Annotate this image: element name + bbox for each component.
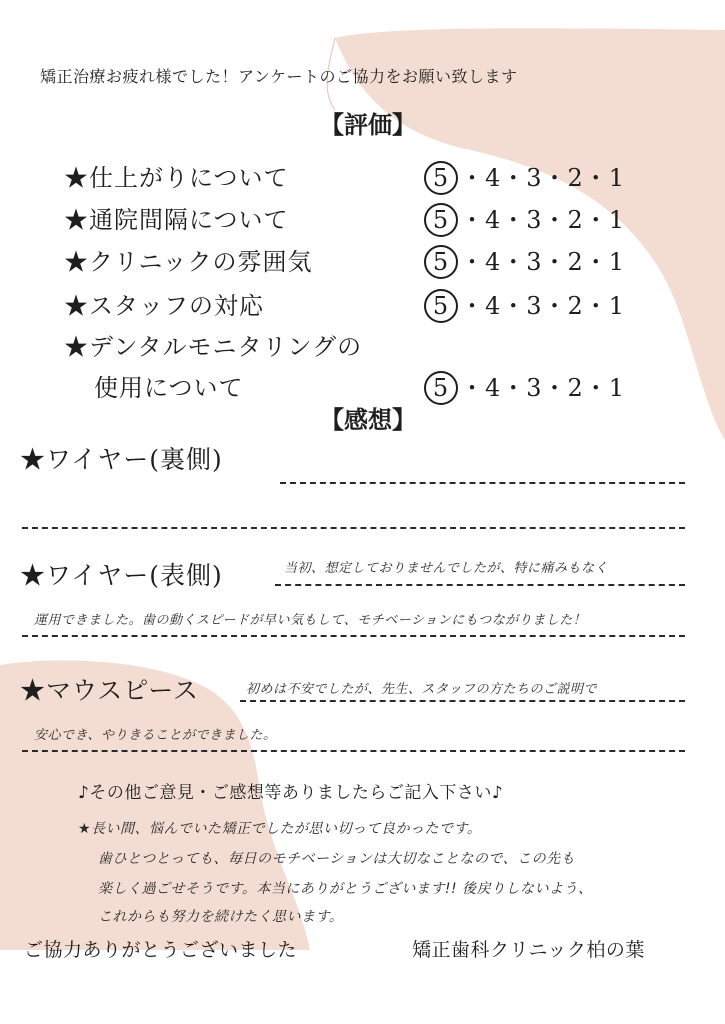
eval-label-dental-monitoring-line2: 使用について — [94, 374, 244, 402]
selected-score: 5 — [424, 289, 458, 323]
other-comment-line-1: ★長い間、悩んでいた矯正でしたが思い切って良かったです。 — [78, 821, 482, 837]
evaluation-header: 【評価】 — [320, 110, 416, 139]
selected-score: 5 — [424, 371, 458, 405]
mouthpiece-label: ★マウスピース — [20, 676, 200, 705]
other-scores: ・4・3・2・1 — [460, 206, 626, 234]
wire-front-answer-line-2: 運用できました。歯の動くスピードが早い気もして、モチベーションにもつながりました！ — [34, 613, 587, 628]
selected-score: 5 — [424, 245, 458, 279]
mouthpiece-answer-line-1: 初めは不安でしたが、先生、スタッフの方たちのご説明で — [246, 682, 598, 697]
eval-rating-clinic-atmosphere — [424, 242, 625, 279]
wire-back-label: ★ワイヤー(裏側) — [20, 445, 223, 474]
other-scores: ・4・3・2・1 — [460, 292, 626, 320]
eval-label-clinic-atmosphere: ★クリニックの雰囲気 — [64, 248, 313, 276]
wire-front-answer-rule-2 — [22, 635, 685, 637]
eval-label-finish: ★仕上がりについて — [64, 164, 289, 192]
other-scores: ・4・3・2・1 — [460, 164, 626, 192]
eval-label-visit-interval: ★通院間隔について — [64, 206, 289, 234]
other-comment-line-2: 歯ひとつとっても、毎日のモチベーションは大切なことなので、この先も — [98, 851, 576, 867]
eval-label-staff: ★スタッフの対応 — [64, 292, 264, 320]
eval-rating-staff — [424, 286, 625, 323]
eval-label-dental-monitoring: ★デンタルモニタリングの — [64, 333, 363, 361]
wire-back-answer-line-2 — [22, 527, 685, 529]
eval-rating-visit-interval — [424, 200, 625, 237]
mouthpiece-answer-rule-1 — [240, 700, 685, 702]
other-comment-line-4: これからも努力を続けたく思います。 — [98, 909, 344, 925]
selected-score: 5 — [424, 161, 458, 195]
wire-back-answer-line-1 — [280, 482, 685, 484]
eval-rating-dental-monitoring — [424, 368, 625, 405]
wire-front-answer-line-1: 当初、想定しておりませんでしたが、特に痛みもなく — [284, 561, 609, 576]
intro-text: 矯正治療お疲れ様でした！アンケートのご協力をお願い致します — [40, 67, 518, 86]
other-scores: ・4・3・2・1 — [460, 374, 626, 402]
other-scores: ・4・3・2・1 — [460, 248, 626, 276]
thanks-text: ご協力ありがとうございました — [24, 939, 298, 961]
impressions-header: 【感想】 — [320, 405, 416, 434]
wire-front-answer-rule-1 — [275, 584, 685, 586]
clinic-name: 矯正歯科クリニック柏の葉 — [412, 939, 645, 961]
other-comments-title: ♪その他ご意見・ご感想等ありましたらご記入下さい♪ — [78, 783, 504, 803]
selected-score: 5 — [424, 203, 458, 237]
mouthpiece-answer-line-2: 安心でき、やりきることができました。 — [34, 728, 277, 743]
eval-rating-finish — [424, 158, 625, 195]
wire-front-label: ★ワイヤー(表側) — [20, 561, 223, 590]
mouthpiece-answer-rule-2 — [22, 750, 685, 752]
other-comment-line-3: 楽しく過ごせそうです。本当にありがとうございます!! 後戻りしないよう、 — [98, 881, 593, 897]
